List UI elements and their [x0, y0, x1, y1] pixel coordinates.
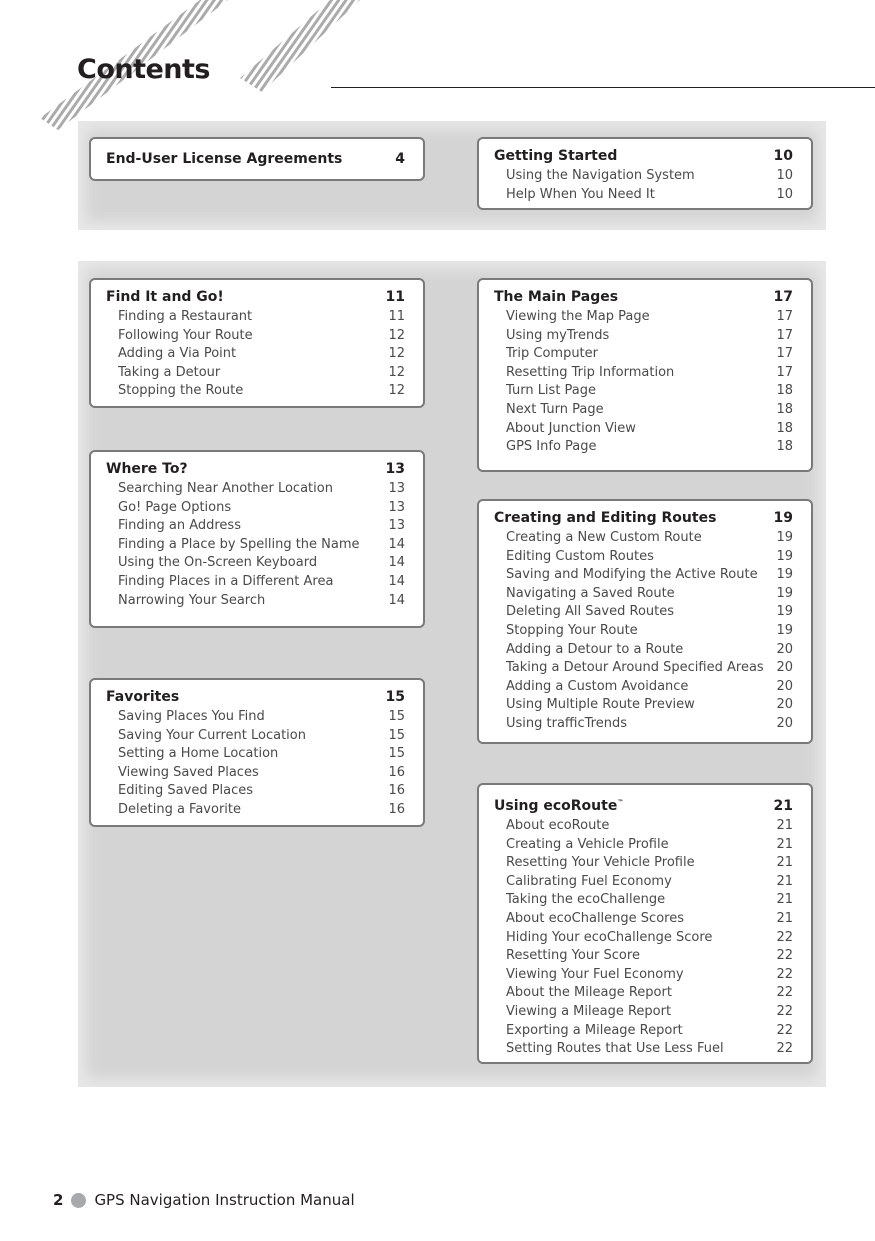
- entry-page: 12: [388, 383, 405, 399]
- toc-section-heading[interactable]: [494, 509, 793, 528]
- toc-section-heading[interactable]: [494, 288, 793, 307]
- entry-page: 14: [388, 573, 405, 589]
- page-title: Contents: [77, 54, 211, 85]
- toc-entry[interactable]: [106, 308, 405, 327]
- entry-page: 20: [776, 715, 793, 731]
- toc-entry[interactable]: [106, 327, 405, 346]
- entry-label: Calibrating Fuel Economy: [506, 873, 672, 889]
- entry-label: Resetting Your Vehicle Profile: [506, 855, 695, 871]
- entry-page: 17: [776, 364, 793, 380]
- toc-entry[interactable]: [494, 548, 793, 567]
- section-title: Favorites: [106, 689, 180, 705]
- toc-entry[interactable]: [106, 517, 405, 536]
- toc-entry[interactable]: [494, 1022, 793, 1041]
- entry-page: 19: [776, 622, 793, 638]
- entry-page: 20: [776, 641, 793, 657]
- entry-page: 17: [776, 346, 793, 362]
- entry-page: 10: [776, 186, 793, 202]
- toc-entry[interactable]: [494, 873, 793, 892]
- toc-entry[interactable]: [494, 603, 793, 622]
- toc-entry[interactable]: [494, 566, 793, 585]
- entry-label: Taking a Detour Around Specified Areas: [506, 660, 764, 676]
- entry-page: 21: [776, 910, 793, 926]
- toc-entry[interactable]: [494, 696, 793, 715]
- entry-page: 21: [776, 855, 793, 871]
- section-page-number: 21: [773, 798, 793, 814]
- toc-entry[interactable]: [106, 801, 405, 820]
- entry-label: Resetting Trip Information: [506, 364, 675, 380]
- entry-page: 16: [388, 801, 405, 817]
- toc-section-eula: [89, 137, 425, 181]
- section-title: Getting Started: [494, 148, 618, 164]
- toc-section-heading[interactable]: [106, 288, 405, 307]
- section-page-number: 10: [773, 148, 793, 164]
- toc-entry[interactable]: [106, 554, 405, 573]
- toc-entry[interactable]: [494, 401, 793, 420]
- entry-label: Searching Near Another Location: [118, 481, 333, 496]
- entry-label: Navigating a Saved Route: [506, 585, 675, 601]
- entry-label: Using Multiple Route Preview: [506, 697, 695, 713]
- toc-section-heading[interactable]: [106, 460, 405, 479]
- entry-page: 21: [776, 836, 793, 852]
- toc-section-heading[interactable]: [106, 147, 405, 171]
- section-page-number: 19: [773, 510, 793, 526]
- toc-entry[interactable]: [106, 727, 405, 746]
- toc-section-getting-started: [477, 137, 813, 210]
- toc-entry[interactable]: [494, 438, 793, 457]
- bullet-dot-icon: [71, 1193, 86, 1208]
- toc-entry[interactable]: [494, 420, 793, 439]
- entry-label: Taking the ecoChallenge: [506, 892, 666, 908]
- toc-entry[interactable]: [494, 1003, 793, 1022]
- entry-page: 18: [776, 401, 793, 417]
- entry-label: Go! Page Options: [118, 499, 232, 515]
- entry-page: 17: [776, 327, 793, 343]
- entry-label: Using the Navigation System: [506, 168, 695, 183]
- toc-section-creating-editing-routes: [477, 499, 813, 744]
- entry-label: Deleting a Favorite: [118, 801, 241, 817]
- entry-page: 19: [776, 585, 793, 601]
- toc-entry[interactable]: [494, 327, 793, 346]
- entry-label: Using myTrends: [506, 327, 610, 343]
- entry-label: Finding a Place by Spelling the Name: [118, 536, 360, 552]
- entry-page: 22: [776, 1022, 793, 1038]
- entry-page: 19: [776, 548, 793, 564]
- toc-entry[interactable]: [494, 308, 793, 327]
- trademark-mark: ™: [617, 799, 624, 806]
- entry-page: 20: [776, 660, 793, 676]
- entry-label: Setting a Home Location: [118, 746, 279, 762]
- entry-page: 22: [776, 1041, 793, 1057]
- toc-entry[interactable]: [494, 529, 793, 548]
- entry-label: Using trafficTrends: [506, 715, 627, 731]
- section-page-number: 13: [385, 461, 405, 477]
- entry-page: 16: [388, 783, 405, 799]
- entry-label: Creating a New Custom Route: [506, 530, 702, 545]
- toc-entry[interactable]: [106, 745, 405, 764]
- toc-entry[interactable]: [494, 186, 793, 205]
- entry-page: 15: [388, 727, 405, 743]
- entry-label: Saving and Modifying the Active Route: [506, 567, 758, 583]
- entry-page: 12: [388, 327, 405, 343]
- toc-section-heading[interactable]: [494, 147, 793, 166]
- entry-label: Saving Places You Find: [118, 709, 265, 724]
- page-footer: [53, 1191, 355, 1209]
- toc-entry[interactable]: [494, 715, 793, 734]
- toc-section-where-to: [89, 450, 425, 628]
- entry-page: 13: [388, 518, 405, 534]
- entry-page: 21: [776, 892, 793, 908]
- entry-label: About the Mileage Report: [506, 985, 672, 1001]
- entry-label: Viewing the Map Page: [506, 309, 650, 324]
- toc-entry[interactable]: [106, 364, 405, 383]
- toc-entry[interactable]: [494, 345, 793, 364]
- toc-entry[interactable]: [106, 480, 405, 499]
- entry-label: Finding Places in a Different Area: [118, 573, 334, 589]
- entry-page: 21: [776, 873, 793, 889]
- toc-section-find-it-and-go: [89, 278, 425, 408]
- entry-page: 14: [388, 536, 405, 552]
- toc-section-heading[interactable]: [106, 688, 405, 707]
- toc-section-main-pages: [477, 278, 813, 472]
- entry-label: Turn List Page: [506, 383, 597, 399]
- entry-label: Finding an Address: [118, 518, 241, 534]
- toc-entry[interactable]: [106, 708, 405, 727]
- entry-page: 22: [776, 1003, 793, 1019]
- entry-label: Deleting All Saved Routes: [506, 604, 675, 620]
- entry-label: Viewing a Mileage Report: [506, 1003, 672, 1019]
- toc-entry[interactable]: [494, 910, 793, 929]
- toc-section-heading[interactable]: [494, 793, 793, 816]
- section-title: Creating and Editing Routes: [494, 510, 717, 526]
- section-title: The Main Pages: [494, 289, 619, 305]
- toc-section-using-ecoroute: [477, 783, 813, 1064]
- entry-label: Using the On-Screen Keyboard: [118, 555, 318, 571]
- entry-label: Taking a Detour: [118, 364, 221, 380]
- entry-page: 20: [776, 697, 793, 713]
- toc-entry[interactable]: [494, 891, 793, 910]
- entry-label: Next Turn Page: [506, 401, 604, 417]
- toc-entry[interactable]: [494, 641, 793, 660]
- entry-page: 19: [776, 567, 793, 583]
- toc-entry[interactable]: [494, 678, 793, 697]
- section-title: Find It and Go!: [106, 289, 224, 305]
- toc-entry[interactable]: [106, 499, 405, 518]
- entry-page: 14: [388, 555, 405, 571]
- toc-entry[interactable]: [106, 592, 405, 611]
- toc-entry[interactable]: [494, 966, 793, 985]
- entry-label: Following Your Route: [118, 327, 253, 343]
- entry-label: About ecoChallenge Scores: [506, 910, 684, 926]
- entry-label: Editing Custom Routes: [506, 548, 654, 564]
- title-divider: [331, 87, 875, 88]
- entry-page: 22: [776, 966, 793, 982]
- toc-entry[interactable]: [494, 364, 793, 383]
- entry-label: Exporting a Mileage Report: [506, 1022, 683, 1038]
- toc-entry[interactable]: [494, 947, 793, 966]
- toc-entry[interactable]: [106, 573, 405, 592]
- entry-label: Editing Saved Places: [118, 783, 254, 799]
- section-page-number: 4: [395, 151, 405, 167]
- entry-page: 10: [776, 168, 793, 183]
- entry-page: 12: [388, 346, 405, 362]
- entry-label: Creating a Vehicle Profile: [506, 836, 669, 852]
- entry-label: About ecoRoute: [506, 818, 610, 833]
- entry-label: Help When You Need It: [506, 186, 655, 202]
- toc-entry[interactable]: [106, 536, 405, 555]
- toc-entry[interactable]: [494, 929, 793, 948]
- entry-page: 13: [388, 499, 405, 515]
- entry-label: Viewing Saved Places: [118, 764, 259, 780]
- entry-page: 14: [388, 592, 405, 608]
- toc-entry[interactable]: [494, 659, 793, 678]
- entry-page: 22: [776, 929, 793, 945]
- section-title: Using ecoRoute: [494, 798, 618, 814]
- entry-page: 16: [388, 764, 405, 780]
- toc-entry[interactable]: [106, 345, 405, 364]
- entry-label: GPS Info Page: [506, 439, 597, 455]
- entry-page: 13: [388, 481, 405, 496]
- entry-page: 15: [388, 746, 405, 762]
- section-page-number: 11: [385, 289, 405, 305]
- toc-entry[interactable]: [494, 622, 793, 641]
- toc-entry[interactable]: [494, 382, 793, 401]
- toc-entry[interactable]: [494, 1040, 793, 1059]
- entry-label: Stopping Your Route: [506, 622, 638, 638]
- entry-label: Adding a Via Point: [118, 346, 237, 362]
- entry-page: 21: [776, 818, 793, 833]
- entry-page: 18: [776, 439, 793, 455]
- entry-label: Saving Your Current Location: [118, 727, 306, 743]
- toc-entry[interactable]: [494, 854, 793, 873]
- entry-label: Resetting Your Score: [506, 948, 640, 964]
- section-title: Where To?: [106, 461, 188, 477]
- toc-entry[interactable]: [106, 782, 405, 801]
- entry-page: 22: [776, 948, 793, 964]
- toc-entry[interactable]: [494, 585, 793, 604]
- toc-section-favorites: [89, 678, 425, 827]
- toc-entry[interactable]: [494, 817, 793, 836]
- entry-page: 19: [776, 530, 793, 545]
- section-page-number: 15: [385, 689, 405, 705]
- entry-label: Stopping the Route: [118, 383, 244, 399]
- footer-manual-title: GPS Navigation Instruction Manual: [94, 1191, 355, 1209]
- entry-label: Trip Computer: [506, 346, 598, 362]
- footer-page-number: 2: [53, 1191, 64, 1209]
- toc-entry[interactable]: [106, 382, 405, 401]
- entry-page: 15: [388, 709, 405, 724]
- entry-label: Viewing Your Fuel Economy: [506, 966, 684, 982]
- entry-label: Narrowing Your Search: [118, 592, 266, 608]
- entry-label: Adding a Custom Avoidance: [506, 678, 689, 694]
- entry-page: 12: [388, 364, 405, 380]
- entry-label: Finding a Restaurant: [118, 309, 253, 324]
- toc-entry[interactable]: [106, 764, 405, 783]
- entry-label: Hiding Your ecoChallenge Score: [506, 929, 713, 945]
- entry-label: Adding a Detour to a Route: [506, 641, 684, 657]
- toc-entry[interactable]: [494, 167, 793, 186]
- entry-label: About Junction View: [506, 420, 636, 436]
- toc-entry[interactable]: [494, 836, 793, 855]
- entry-page: 18: [776, 383, 793, 399]
- entry-page: 19: [776, 604, 793, 620]
- toc-entry[interactable]: [494, 984, 793, 1003]
- section-page-number: 17: [773, 289, 793, 305]
- entry-page: 18: [776, 420, 793, 436]
- entry-page: 20: [776, 678, 793, 694]
- entry-page: 17: [776, 309, 793, 324]
- entry-page: 11: [388, 309, 405, 324]
- entry-page: 22: [776, 985, 793, 1001]
- entry-label: Setting Routes that Use Less Fuel: [506, 1041, 724, 1057]
- section-title: End-User License Agreements: [106, 151, 343, 167]
